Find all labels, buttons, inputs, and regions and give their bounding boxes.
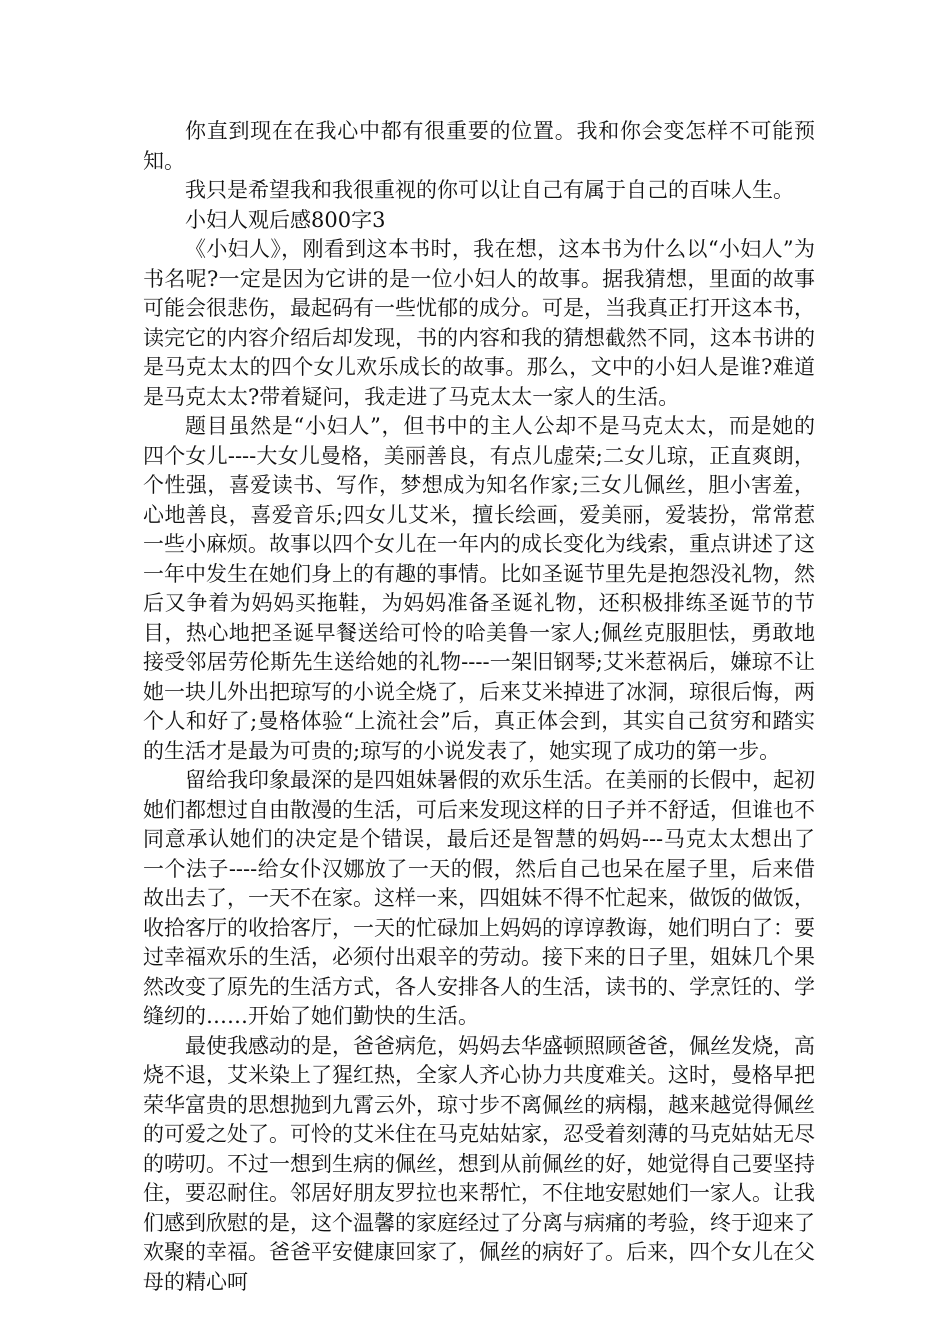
paragraph-3: 《小妇人》，刚看到这本书时，我在想，这本书为什么以“小妇人”为书名呢?一定是因为它讲的是一位小妇人的故事。据我猜想，里面的故事可能会很悲伤，最起码有一些忧郁的成分。可是，当我真正打开这本书，读完它的内容介绍后却发现，书的内容和我的猜想截然不同，这本书讲的是马克太太的四个女儿欢乐成长的故事。那么，文中的小妇人是谁?难道是马克太太?带着疑问，我走进了马克太太一家人的生活。 — [143, 237, 815, 409]
paragraph-6: 最使我感动的是，爸爸病危，妈妈去华盛顿照顾爸爸，佩丝发烧，高烧不退，艾米染上了猩红热，全家人齐心协力共度难关。这时，曼格早把荣华富贵的思想抛到九霄云外，琼寸步不离佩丝的病榻，越来越觉得佩丝的可爱之处了。可怜的艾米住在马克姑姑家，忍受着刻薄的马克姑姑无尽的唠叨。不过一想到生病的佩丝，想到从前佩丝的好，她觉得自己要坚持住，要忍耐住。邻居好朋友罗拉也来帮忙，不住地安慰她们一家人。让我们感到欣慰的是，这个温馨的家庭经过了分离与病痛的考验，终于迎来了欢聚的幸福。爸爸平安健康回家了，佩丝的病好了。后来，四个女儿在父母的精心呵 — [143, 1033, 815, 1294]
paragraph-2: 我只是希望我和我很重视的你可以让自己有属于自己的百味人生。 — [185, 178, 794, 202]
paragraph-5: 留给我印象最深的是四姐妹暑假的欢乐生活。在美丽的长假中，起初她们都想过自由散漫的生活，可后来发现这样的日子并不舒适，但谁也不同意承认她们的决定是个错误，最后还是智慧的妈妈---马克太太想出了一个法子----给女仆汉娜放了一天的假，然后自己也呆在屋子里，后来借故出去了，一天不在家。这样一来，四姐妹不得不忙起来，做饭的做饭，收拾客厅的收拾客厅，一天的忙碌加上妈妈的谆谆教诲，她们明白了：要过幸福欢乐的生活，必须付出艰辛的劳动。接下来的日子里，姐妹几个果然改变了原先的生活方式，各人安排各人的生活，读书的、学烹饪的、学缝纫的……开始了她们勤快的生活。 — [143, 768, 815, 1028]
document-page — [143, 117, 815, 1297]
section-heading: 小妇人观后感800字3 — [185, 207, 386, 232]
paragraph-1: 你直到现在在我心中都有很重要的位置。我和你会变怎样不可能预知。 — [143, 119, 815, 173]
paragraph-4: 题目虽然是“小妇人”，但书中的主人公却不是马克太太，而是她的四个女儿----大女儿曼格，美丽善良，有点儿虚荣;二女儿琼，正直爽朗，个性强，喜爱读书、写作，梦想成为知名作家;三女儿佩丝，胆小害羞，心地善良，喜爱音乐;四女儿艾米，擅长绘画，爱美丽，爱装扮，常常惹一些小麻烦。故事以四个女儿在一年内的成长变化为线索，重点讲述了这一年中发生在她们身上的有趣的事情。比如圣诞节里先是抱怨没礼物，然后又争着为妈妈买拖鞋，为妈妈准备圣诞礼物，还积极排练圣诞节的节目，热心地把圣诞早餐送给可怜的哈美鲁一家人;佩丝克服胆怯，勇敢地接受邻居劳伦斯先生送给她的礼物----一架旧钢琴;艾米惹祸后，嫌琼不让她一块儿外出把琼写的小说全烧了，后来艾米掉进了冰洞，琼很后悔，两个人和好了;曼格体验“上流社会”后，真正体会到，其实自己贫穷和踏实的生活才是最为可贵的;琼写的小说发表了，她实现了成功的第一步。 — [143, 414, 815, 763]
